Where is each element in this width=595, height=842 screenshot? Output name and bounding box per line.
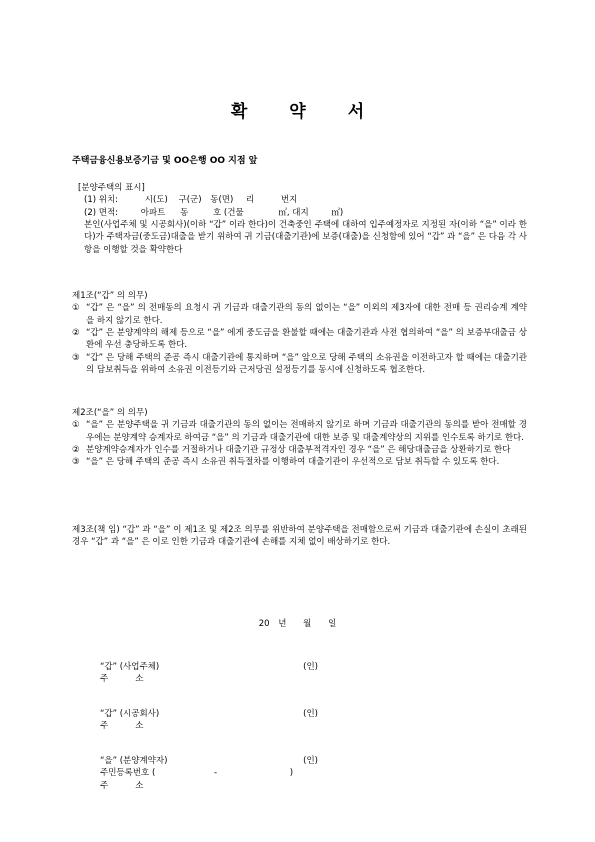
signature-address-label: 주 소 bbox=[100, 674, 144, 685]
signature-seal: (인) bbox=[303, 662, 318, 672]
item-number: ① bbox=[72, 420, 80, 431]
addressee: 주택금융신용보증기금 및 OO은행 OO 지점 앞 bbox=[72, 156, 258, 166]
article-item bbox=[72, 352, 527, 377]
item-text: “을” 은 당해 주택의 준공 즉시 소유권 취득절차를 이행하여 대출기관이 우선적으로 담보 취득할 수 있도록 한다. bbox=[86, 457, 500, 468]
area-part: 호 (건물 bbox=[213, 207, 244, 218]
location-line bbox=[72, 194, 527, 206]
area-part: 아파트 bbox=[140, 207, 166, 218]
intro-paragraph: 본인(사업주체 및 시공회사)(이하 “갑” 이라 한다)이 건축중인 주택에 대하여 입주예정자로 지정된 자(이하 “을” 이라 한다)가 주택자금(중도금)대출을 받기 위하여 귀 기금(대출기관)에 보증(대출)을 신청함에 있어 “갑” 과 “을” 은 다음 각 사항을 이행할 것을 확약한다 bbox=[84, 219, 527, 255]
article-item bbox=[72, 444, 527, 456]
item-number: ① bbox=[72, 303, 80, 314]
item-text: “갑” 은 분양계약의 해제 등으로 “을” 에게 중도금을 환불할 때에는 대출기관과 사전 협의하여 “을” 의 보증부대출금 상환에 우선 충당하도록 한다. bbox=[86, 327, 527, 351]
article-2 bbox=[72, 407, 527, 469]
resident-number-label: 주민등록번호 ( bbox=[100, 768, 156, 779]
item-number: ② bbox=[72, 327, 80, 338]
location-unit: 시(도) bbox=[144, 195, 168, 206]
document-date bbox=[0, 618, 595, 630]
item-text: “갑” 은 “을” 의 전매동의 요청시 귀 기금과 대출기관의 동의 없이는 “을” 이외의 제3자에 대한 전매 등 권리승계 계약을 하지 않기로 한다. bbox=[86, 303, 527, 326]
article-heading: 제1조(“갑” 의 의무) bbox=[72, 291, 148, 301]
item-text: 분양계약승계자가 인수를 거절하거나 대출기관 규정상 대출부적격자인 경우 “을” 은 해당대출금을 상환하기로 한다 bbox=[86, 444, 511, 455]
article-item bbox=[72, 327, 527, 352]
article-heading: 제2조(“을” 의 의무) bbox=[72, 408, 148, 418]
date-year: 20 bbox=[258, 619, 270, 629]
signature-block-buyer bbox=[100, 755, 430, 792]
article-3: 제3조(책 임) “갑” 과 “을” 이 제1조 및 제2조 의무를 위반하여 분양주택을 전매함으로써 기금과 대출기관에 손실이 초래된 경우 “갑” 과 “을” 은 이로 인한 기금과 대출기관에 손해를 지체 없이 배상하기로 한다. bbox=[72, 525, 527, 548]
location-unit: 동(면) bbox=[210, 195, 234, 206]
article-1 bbox=[72, 290, 527, 376]
property-section bbox=[72, 182, 527, 256]
signature-party: “갑” (사업주체) bbox=[100, 662, 160, 672]
signature-address-label: 주 소 bbox=[100, 721, 144, 732]
item-text: “갑” 은 당해 주택의 준공 즉시 대출기관에 통지하며 “을” 앞으로 당해 주택의 소유권을 이전하고자 할 때에는 대출기관의 담보취득을 위하여 소유권 이전등기와 근저당권 설정등기를 동시에 신청하도록 협조한다. bbox=[86, 352, 527, 375]
resident-number-line bbox=[100, 767, 430, 779]
signature-seal: (인) bbox=[303, 709, 318, 719]
area-part: ㎡) bbox=[331, 207, 344, 218]
signature-party: “갑” (시공회사) bbox=[100, 709, 160, 719]
item-text: “을” 은 분양주택을 귀 기금과 대출기관의 동의 없이는 전매하지 않기로 하며 기금과 대출기관의 동의를 받아 전매할 경우에는 분양계약 승계자로 하여금 “을” 의 기금과 대출기관에 대한 보증 및 대출계약상의 지위를 인수토록 하기로 한다. bbox=[86, 420, 527, 443]
resident-number-dash: - bbox=[214, 768, 218, 779]
area-label: (2) 면적: bbox=[84, 207, 119, 218]
article-item bbox=[72, 419, 527, 444]
item-number: ② bbox=[72, 444, 80, 455]
area-line bbox=[72, 207, 527, 219]
signature-party: “을” (분양계약자) bbox=[100, 756, 168, 766]
location-unit: 리 bbox=[246, 195, 255, 206]
location-unit: 번지 bbox=[280, 195, 298, 206]
item-number: ③ bbox=[72, 457, 80, 468]
signature-block-contractor bbox=[100, 708, 430, 733]
signature-address-label: 주 소 bbox=[100, 780, 144, 791]
item-number: ③ bbox=[72, 352, 80, 363]
article-item bbox=[72, 302, 527, 327]
date-day-unit: 일 bbox=[328, 619, 337, 629]
signature-block-developer bbox=[100, 661, 430, 686]
area-part: 동 bbox=[180, 207, 189, 218]
document-title: 확약서 bbox=[230, 102, 407, 122]
property-heading: [분양주택의 표시] bbox=[78, 183, 145, 193]
date-year-unit: 년 bbox=[278, 619, 287, 629]
resident-number-close: ) bbox=[289, 768, 294, 779]
location-label: (1) 위치: bbox=[84, 195, 119, 206]
area-part: ㎡, 대지 bbox=[278, 207, 309, 218]
article-item bbox=[72, 456, 527, 468]
date-month-unit: 월 bbox=[303, 619, 312, 629]
signature-seal: (인) bbox=[303, 756, 318, 766]
location-unit: 구(군) bbox=[178, 195, 202, 206]
